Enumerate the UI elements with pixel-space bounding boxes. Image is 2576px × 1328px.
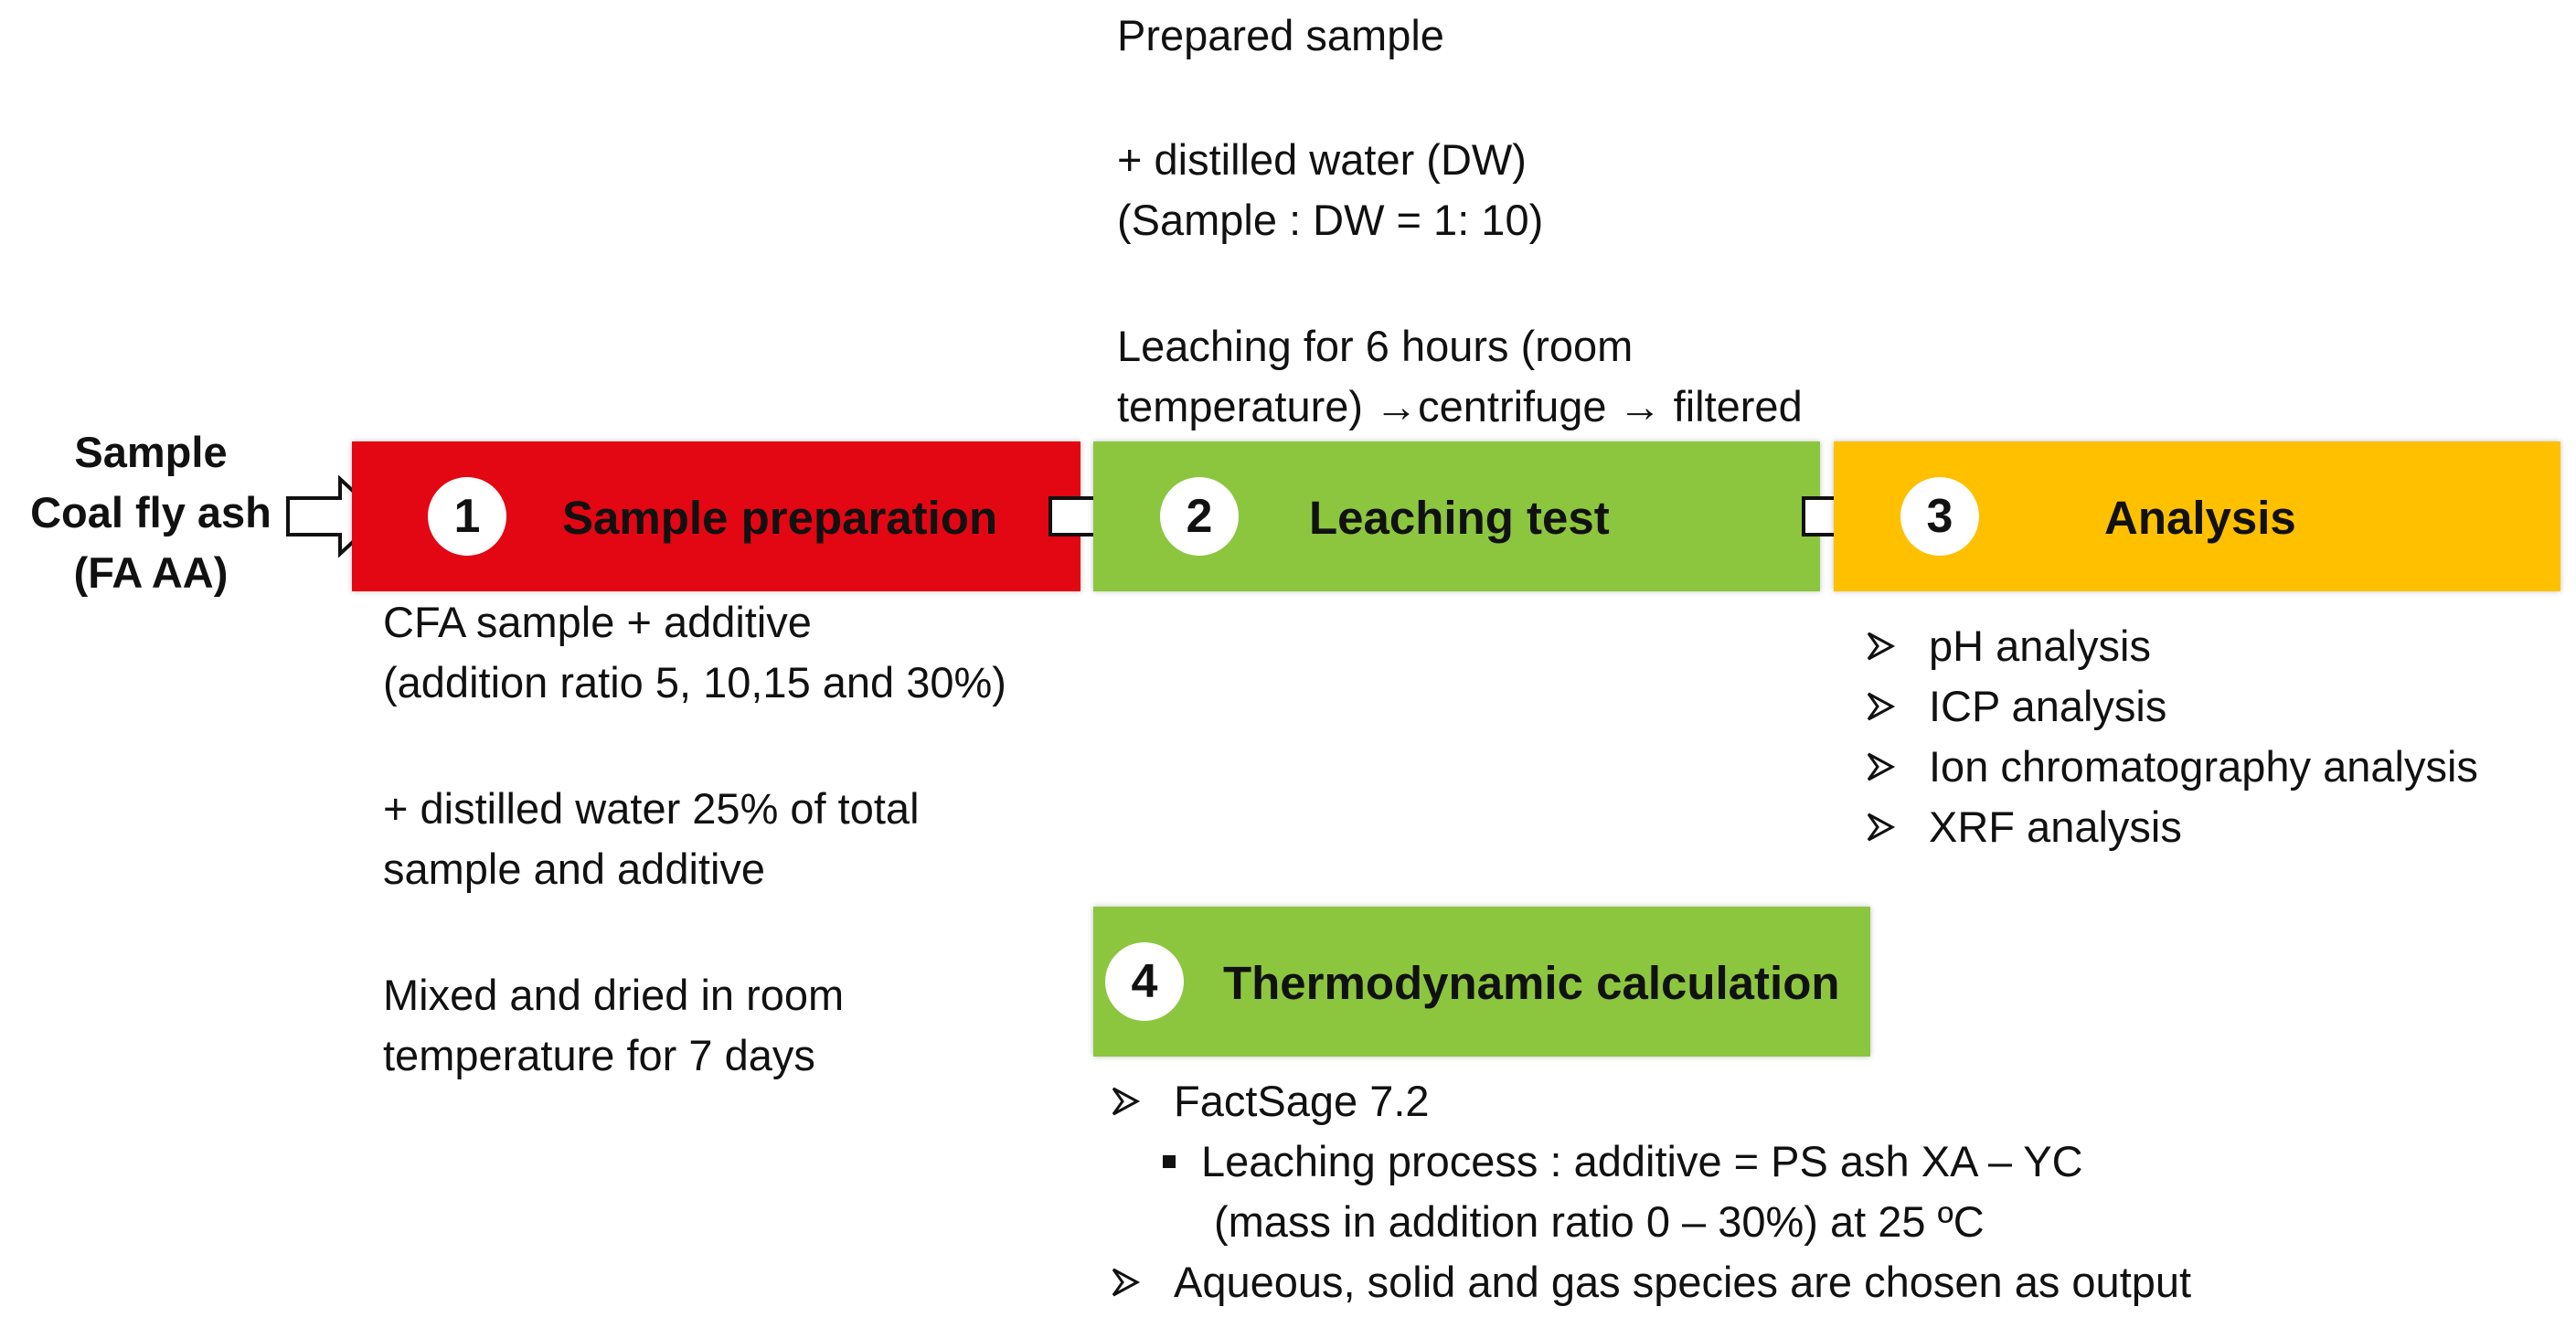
leaching-steps-text: temperature) →centrifuge → filtered [1117, 382, 1803, 430]
stage-1-number: 1 [428, 477, 506, 556]
thermo-item-software: FactSage 7.2 [1174, 1077, 1430, 1125]
list-item [1865, 737, 2478, 797]
thermo-list [1110, 1071, 2191, 1312]
prep-line-1: CFA sample + additive [383, 598, 812, 646]
prep-line-5: Mixed and dried in room [383, 971, 845, 1019]
list-item [1110, 1071, 2191, 1131]
analysis-list [1865, 616, 2478, 857]
list-item [1865, 797, 2478, 857]
thermo-item-output: Aqueous, solid and gas species are chosen as output [1174, 1258, 2192, 1306]
analysis-item-label: pH analysis [1929, 622, 2151, 670]
prep-line-4: sample and additive [383, 845, 766, 893]
thermo-sub-process: Leaching process : additive = PS ash XA – YC [1201, 1137, 2083, 1185]
chevron-bullet-icon [1110, 1267, 1174, 1298]
chevron-bullet-icon [1865, 812, 1929, 843]
prep-line-2: (addition ratio 5, 10,15 and 30%) [383, 658, 1006, 706]
sample-label-line-3: (FA AA) [73, 548, 229, 597]
list-item [1865, 676, 2478, 737]
stage-1-title: Sample preparation [562, 492, 998, 544]
list-item [1865, 616, 2478, 676]
stage-2-number: 2 [1160, 477, 1239, 556]
stage-4-title: Thermodynamic calculation [1223, 957, 1840, 1009]
stage-4-number: 4 [1105, 942, 1184, 1021]
ratio-text: (Sample : DW = 1: 10) [1117, 196, 1544, 244]
square-bullet-icon [1163, 1155, 1176, 1168]
stage-2-title: Leaching test [1309, 492, 1610, 544]
analysis-item-label: Ion chromatography analysis [1929, 742, 2478, 791]
sample-label-line-1: Sample [74, 428, 228, 476]
stage-3-number: 3 [1900, 477, 1979, 556]
thermo-sub-condition: (mass in addition ratio 0 – 30%) at 25 ºC [1214, 1197, 1985, 1246]
chevron-bullet-icon [1865, 631, 1929, 662]
stage-leaching-test [1093, 441, 1820, 591]
leaching-duration-text: Leaching for 6 hours (room [1117, 322, 1634, 370]
stage-thermodynamic-calculation [1093, 907, 1870, 1057]
distilled-water-text: + distilled water (DW) [1117, 135, 1527, 184]
prep-line-6: temperature for 7 days [383, 1031, 815, 1079]
list-item [1110, 1131, 2191, 1192]
sample-label-line-2: Coal fly ash [30, 488, 271, 537]
analysis-item-label: ICP analysis [1929, 682, 2167, 730]
chevron-bullet-icon [1110, 1086, 1174, 1117]
prep-line-3: + distilled water 25% of total [383, 784, 920, 833]
sample-label [9, 422, 293, 603]
stage-analysis [1834, 441, 2560, 591]
analysis-item-label: XRF analysis [1929, 802, 2182, 851]
stage-sample-preparation [352, 441, 1080, 591]
prepared-sample-text: Prepared sample [1117, 11, 1444, 59]
list-item [1110, 1252, 2191, 1312]
chevron-bullet-icon [1865, 751, 1929, 782]
stage-3-title: Analysis [2104, 492, 2296, 544]
chevron-bullet-icon [1865, 691, 1929, 722]
